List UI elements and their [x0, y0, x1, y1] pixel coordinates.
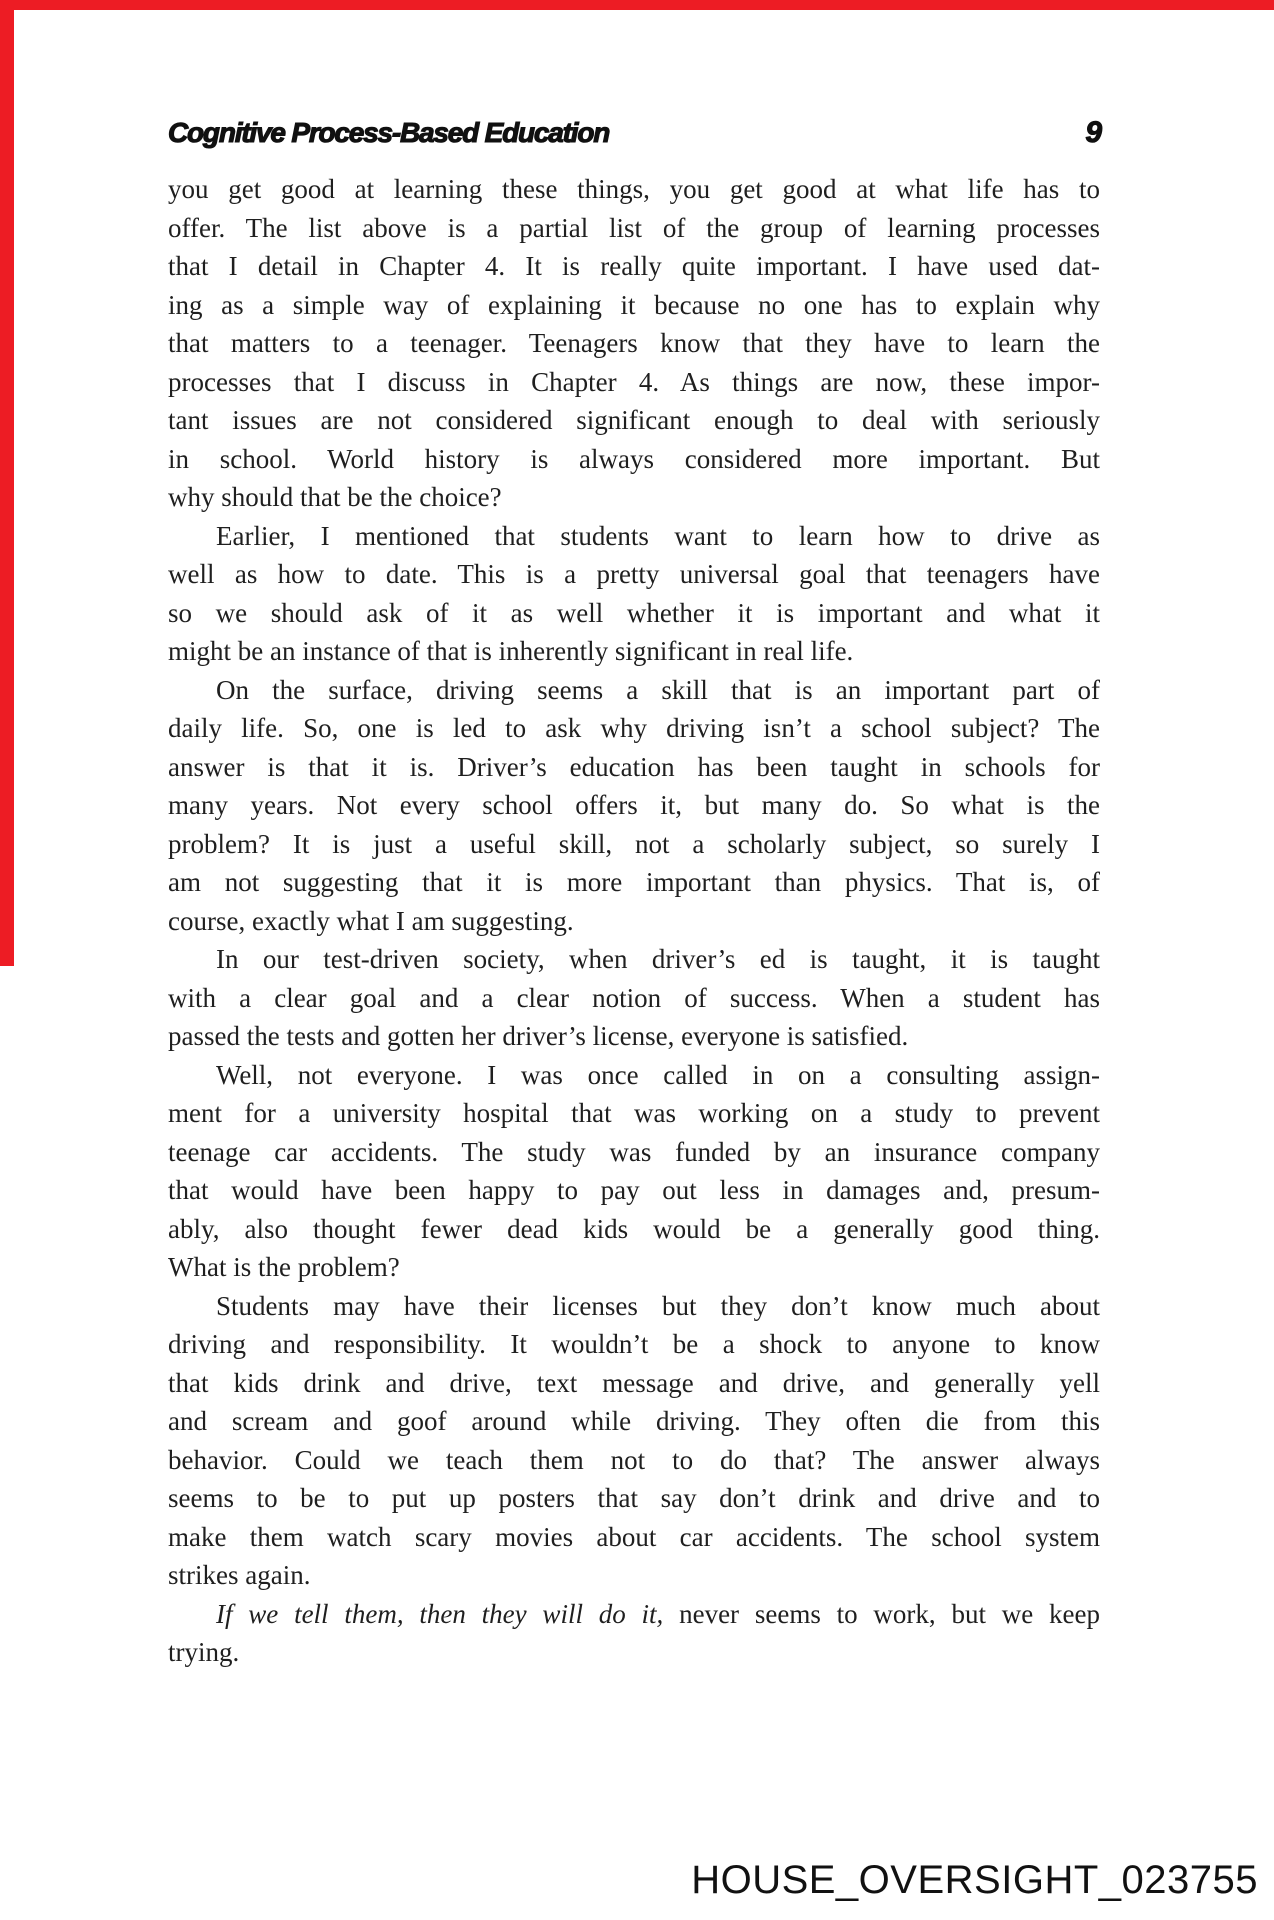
- text-line: Earlier, I mentioned that students want to learn how to drive as: [216, 520, 1100, 551]
- text-line: that matters to a teenager. Teenagers know that they have to learn the: [168, 328, 1100, 358]
- paragraph: [168, 940, 1100, 1056]
- text-line: If we tell them, then they will do it, never seems to work, but we keep: [216, 1598, 1100, 1629]
- text-line: might be an instance of that is inherently significant in real life.: [168, 636, 854, 666]
- text-line: course, exactly what I am suggesting.: [168, 905, 574, 936]
- page-title: Cognitive Process-Based Education: [168, 117, 610, 148]
- text-line: What is the problem?: [168, 1252, 400, 1282]
- scan-mark-top: [0, 0, 1274, 10]
- page-header: [168, 116, 1102, 150]
- text-line: answer is that it is. Driver’s education has been taught in schools for: [168, 751, 1100, 782]
- text-line: In our test-driven society, when driver’s ed is taught, it is taught: [216, 944, 1100, 974]
- text-line: passed the tests and gotten her driver’s license, everyone is satisfied.: [168, 1021, 909, 1051]
- paragraph: [168, 517, 1100, 671]
- text-line: problem? It is just a useful skill, not a scholarly subject, so surely I: [168, 828, 1100, 859]
- text-line: behavior. Could we teach them not to do that? The answer always: [168, 1444, 1100, 1475]
- text-line: Well, not everyone. I was once called in on a consulting assign-: [216, 1059, 1100, 1090]
- text-line: well as how to date. This is a pretty universal goal that teenagers have: [168, 559, 1100, 589]
- text-line: tant issues are not considered significant enough to deal with seriously: [168, 405, 1100, 435]
- text-line: that I detail in Chapter 4. It is really quite important. I have used dat-: [168, 251, 1100, 281]
- text-line: trying.: [168, 1637, 240, 1667]
- text-line: that would have been happy to pay out less in damages and, presum-: [168, 1175, 1100, 1205]
- text-line: On the surface, driving seems a skill that is an important part of: [216, 674, 1100, 705]
- text-line: daily life. So, one is led to ask why driving isn’t a school subject? The: [168, 713, 1100, 743]
- text-line: in school. World history is always considered more important. But: [168, 443, 1100, 474]
- text-line: driving and responsibility. It wouldn’t be a shock to anyone to know: [168, 1329, 1100, 1359]
- paragraph: [168, 170, 1100, 517]
- text-line: so we should ask of it as well whether it is important and what it: [168, 597, 1100, 628]
- bates-stamp: HOUSE_OVERSIGHT_023755: [691, 1858, 1258, 1902]
- paragraph: [168, 1595, 1100, 1672]
- text-line: strikes again.: [168, 1560, 311, 1590]
- text-line: ment for a university hospital that was working on a study to prevent: [168, 1098, 1100, 1128]
- text-line: processes that I discuss in Chapter 4. As things are now, these impor-: [168, 366, 1100, 397]
- text-line: many years. Not every school offers it, but many do. So what is the: [168, 790, 1100, 820]
- paragraph: [168, 671, 1100, 941]
- text-line: why should that be the choice?: [168, 482, 502, 512]
- text-line: and scream and goof around while driving. They often die from this: [168, 1406, 1100, 1436]
- text-line: Students may have their licenses but they don’t know much about: [216, 1290, 1100, 1321]
- text-line: ing as a simple way of explaining it because no one has to explain why: [168, 289, 1100, 320]
- page-number: 9: [1085, 116, 1102, 149]
- text-line: that kids drink and drive, text message and drive, and generally yell: [168, 1367, 1100, 1398]
- text-line: with a clear goal and a clear notion of success. When a student has: [168, 982, 1100, 1013]
- text-line: am not suggesting that it is more important than physics. That is, of: [168, 867, 1100, 897]
- text-line: offer. The list above is a partial list of the group of learning processes: [168, 212, 1100, 243]
- text-line: you get good at learning these things, you get good at what life has to: [168, 174, 1100, 204]
- scan-mark-left: [0, 0, 14, 966]
- text-line: teenage car accidents. The study was funded by an insurance company: [168, 1136, 1100, 1167]
- text-line: make them watch scary movies about car accidents. The school system: [168, 1521, 1100, 1552]
- body-text: [168, 170, 1100, 1672]
- text-line: ably, also thought fewer dead kids would be a generally good thing.: [168, 1213, 1100, 1244]
- paragraph: [168, 1056, 1100, 1287]
- paragraph: [168, 1287, 1100, 1595]
- text-line: seems to be to put up posters that say don’t drink and drive and to: [168, 1483, 1100, 1513]
